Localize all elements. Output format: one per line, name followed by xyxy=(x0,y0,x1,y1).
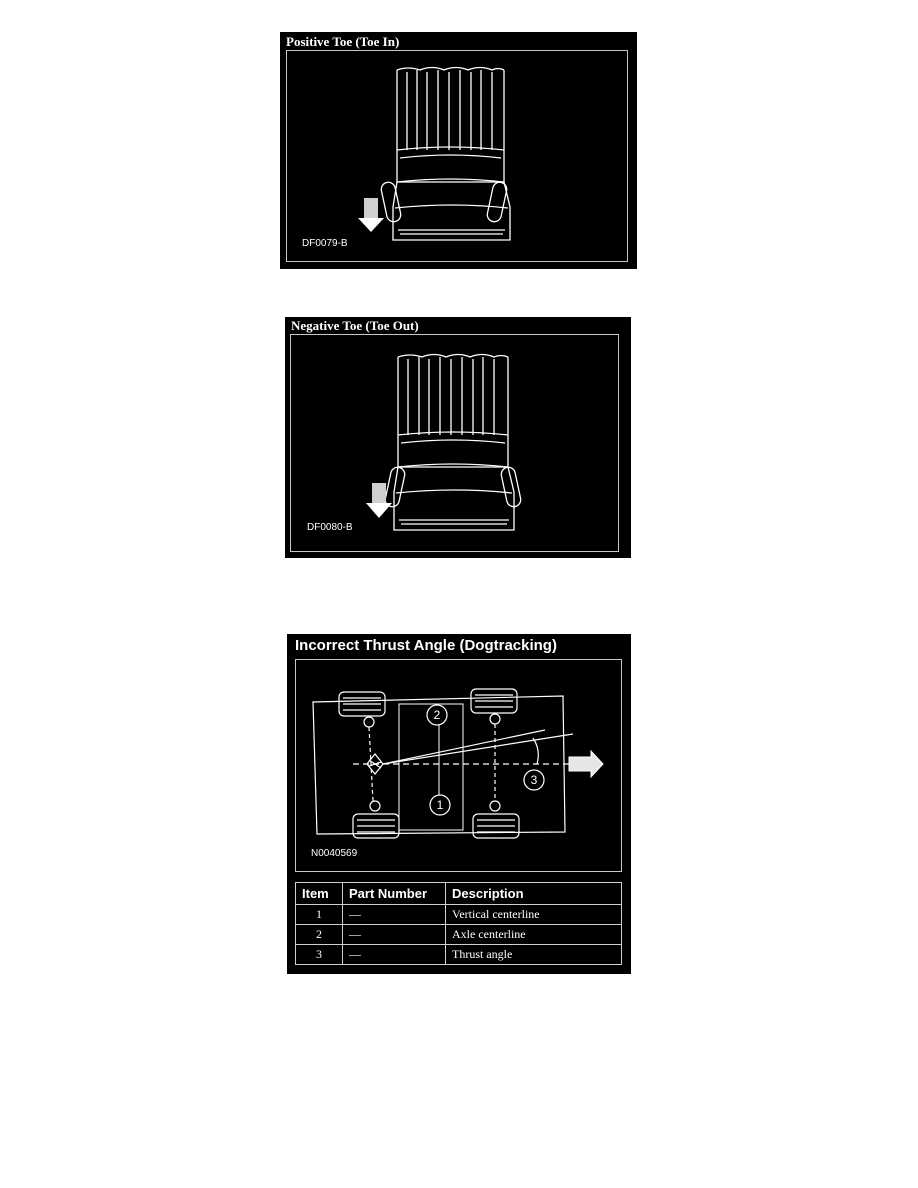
thrust-angle-figure xyxy=(287,634,631,974)
col-header: Description xyxy=(446,883,622,905)
callout-label: 2 xyxy=(433,708,441,722)
figure-code: N0040569 xyxy=(311,848,358,859)
figure-code: DF0079-B xyxy=(302,238,348,249)
figure-code: DF0080-B xyxy=(307,522,353,533)
toe-in-vehicle-drawing xyxy=(280,32,637,269)
callout-label: 1 xyxy=(436,798,444,812)
direction-arrow xyxy=(358,198,384,232)
table-row xyxy=(296,945,622,965)
callout-label: 3 xyxy=(530,773,538,787)
cell-item: 1 xyxy=(296,905,343,925)
figure-title: Positive Toe (Toe In) xyxy=(286,34,400,49)
cell-desc: Axle centerline xyxy=(446,925,622,945)
col-header: Item xyxy=(296,883,343,905)
forward-arrow xyxy=(569,751,603,777)
table-header-row xyxy=(296,883,622,905)
toe-out-figure xyxy=(285,317,631,558)
cell-item: 2 xyxy=(296,925,343,945)
cell-item: 3 xyxy=(296,945,343,965)
table-row xyxy=(296,905,622,925)
cell-desc: Thrust angle xyxy=(446,945,622,965)
parts-table xyxy=(295,882,622,965)
figure-title: Incorrect Thrust Angle (Dogtracking) xyxy=(295,637,557,654)
figure-title: Negative Toe (Toe Out) xyxy=(291,318,419,333)
col-header: Part Number xyxy=(343,883,446,905)
cell-part: — xyxy=(343,945,446,965)
table-row xyxy=(296,925,622,945)
cell-part: — xyxy=(343,905,446,925)
toe-in-figure xyxy=(280,32,637,269)
cell-part: — xyxy=(343,925,446,945)
cell-desc: Vertical centerline xyxy=(446,905,622,925)
